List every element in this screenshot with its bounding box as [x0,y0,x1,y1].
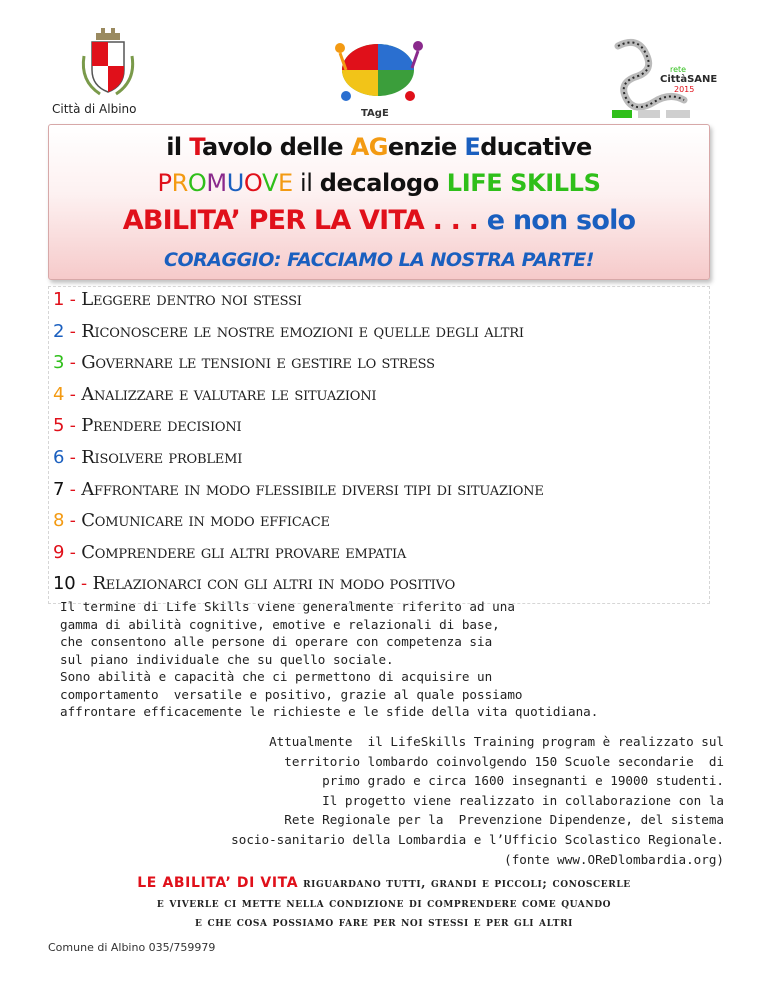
skill-item [53,479,544,505]
life-skills-list [48,286,710,604]
skill-number: 5 [53,415,65,437]
skill-dash: - [75,573,93,595]
line2-segment: O [243,169,262,197]
paragraph1-line: sul piano individuale che su quello sociale. [60,651,394,667]
closing-statement [30,873,738,931]
skill-number: 1 [53,289,65,310]
skill-text: Riconoscere le nostre emozioni e quelle degli altri [81,320,524,342]
line2-segment: P [157,169,172,197]
paragraph2-line: socio-sanitario della Lombardia e l’Ufficio Scolastico Regionale. [231,831,724,847]
skill-item [53,321,524,347]
banner-line-agencies [49,133,709,161]
line2-segment: V [261,169,278,197]
skill-item [53,384,376,410]
skill-dash: - [64,383,82,405]
skill-item [53,415,241,441]
skill-item [53,352,435,378]
abilities-red-text: ABILITA’ PER LA VITA . . . [122,205,487,236]
skill-item [53,573,455,599]
skill-dash: - [64,510,82,532]
skill-text: Leggere dentro noi stessi [81,289,302,310]
line2-segment: LIFE SKILLS [446,169,601,197]
paragraph1-line: comportamento versatile e positivo, grazie al quale possiamo [60,686,523,702]
line1-segment: avolo delle [201,133,351,161]
skill-number: 3 [53,352,65,374]
banner-line-abilities [49,205,709,236]
paragraph2-line: Rete Regionale per la Prevenzione Dipendenze, del sistema [284,812,724,828]
skill-number: 7 [53,478,65,500]
paragraph1-line: affrontare efficacemente le richieste e le sfide della vita quotidiana. [60,704,599,719]
skill-dash: - [64,320,82,342]
closing-line-2: e viverle ci mette nella condizione di comprendere come quando [156,895,612,910]
closing-highlight: LE ABILITA’ DI VITA [137,875,299,891]
closing-line-1: riguardano tutti, grandi e piccoli; conoscerle [298,875,631,890]
skill-text: Risolvere problemi [81,447,243,468]
skill-text: Affrontare in modo flessibile diversi tipi di situazione [81,478,544,500]
footer-contact: Comune di Albino 035/759979 [48,941,216,954]
skill-number: 9 [53,541,65,563]
closing-line-3: e che cosa possiamo fare per noi stessi e per gli altri [195,914,573,929]
skill-dash: - [64,415,82,437]
paragraph2-line: primo grado e circa 1600 insegnanti e 19000 studenti. [322,773,724,789]
skill-item [53,289,302,315]
citta-sane-year-text: 2015 [674,85,695,94]
paragraph2-line: territorio lombardo coinvolgendo 150 Scuole secondarie di [284,753,724,769]
skill-dash: - [64,352,82,374]
skill-number: 2 [53,320,65,342]
albino-coat-of-arms-logo [78,26,138,98]
skill-text: Comprendere gli altri provare empatia [81,541,407,563]
line1-segment: T [189,133,202,161]
paragraph1-line: Il termine di Life Skills viene generalmente riferito ad una [60,599,515,614]
line1-segment: enzie [387,133,465,161]
line2-segment: R [171,169,188,197]
citta-sane-rete-text: rete [670,65,687,74]
citta-sane-logo [598,36,718,122]
skill-number: 8 [53,510,65,532]
paragraph2-line: Attualmente il LifeSkills Training program è realizzato sul [269,734,724,749]
title-banner [48,124,710,280]
skill-text: Relazionarci con gli altri in modo positivo [92,573,456,595]
tage-puzzle-logo [326,30,430,116]
life-skills-definition-text [60,598,720,721]
line2-segment: O [187,169,207,197]
line2-segment: U [226,169,244,197]
line1-segment: AG [350,133,388,161]
line1-segment: ducative [480,133,592,161]
paragraph2-line: (fonte www.OReDlombardia.org) [504,851,724,867]
skill-text: Analizzare e valutare le situazioni [81,383,377,405]
line2-segment: E [278,169,293,197]
paragraph1-line: gamma di abilità cognitive, emotive e relazionali di base, [60,616,500,632]
skill-number: 10 [53,573,76,595]
line2-segment: il [292,169,320,197]
skill-dash: - [64,289,82,310]
line2-segment: M [206,169,227,197]
skill-item [53,510,330,536]
skill-item [53,447,242,473]
line1-segment: E [464,133,481,161]
skill-text: Governare le tensioni e gestire lo stress [81,352,435,374]
skill-number: 6 [53,447,65,468]
skill-dash: - [64,541,82,563]
line2-segment: decalogo [319,169,447,197]
abilities-blue-text: e non solo [486,205,636,236]
tage-label: TAgE [361,108,389,119]
banner-line-promotes [49,169,709,197]
paragraph1-line: Sono abilità e capacità che ci permettono di acquisire un [60,669,493,684]
skill-item [53,542,406,568]
banner-line-courage: CORAGGIO: FACCIAMO LA NOSTRA PARTE! [164,249,594,271]
lifeskills-program-text [231,732,724,869]
skill-text: Comunicare in modo efficace [81,510,330,532]
line1-segment: il [166,133,190,161]
paragraph2-line: Il progetto viene realizzato in collaborazione con la [322,792,724,808]
skill-dash: - [64,447,82,468]
albino-label: Città di Albino [52,102,137,116]
skill-text: Prendere decisioni [81,415,242,437]
paragraph1-line: che consentono alle persone di operare con competenza sia [60,634,493,649]
skill-number: 4 [53,383,65,405]
skill-dash: - [64,478,82,500]
citta-sane-text: CittàSANE [660,74,718,85]
